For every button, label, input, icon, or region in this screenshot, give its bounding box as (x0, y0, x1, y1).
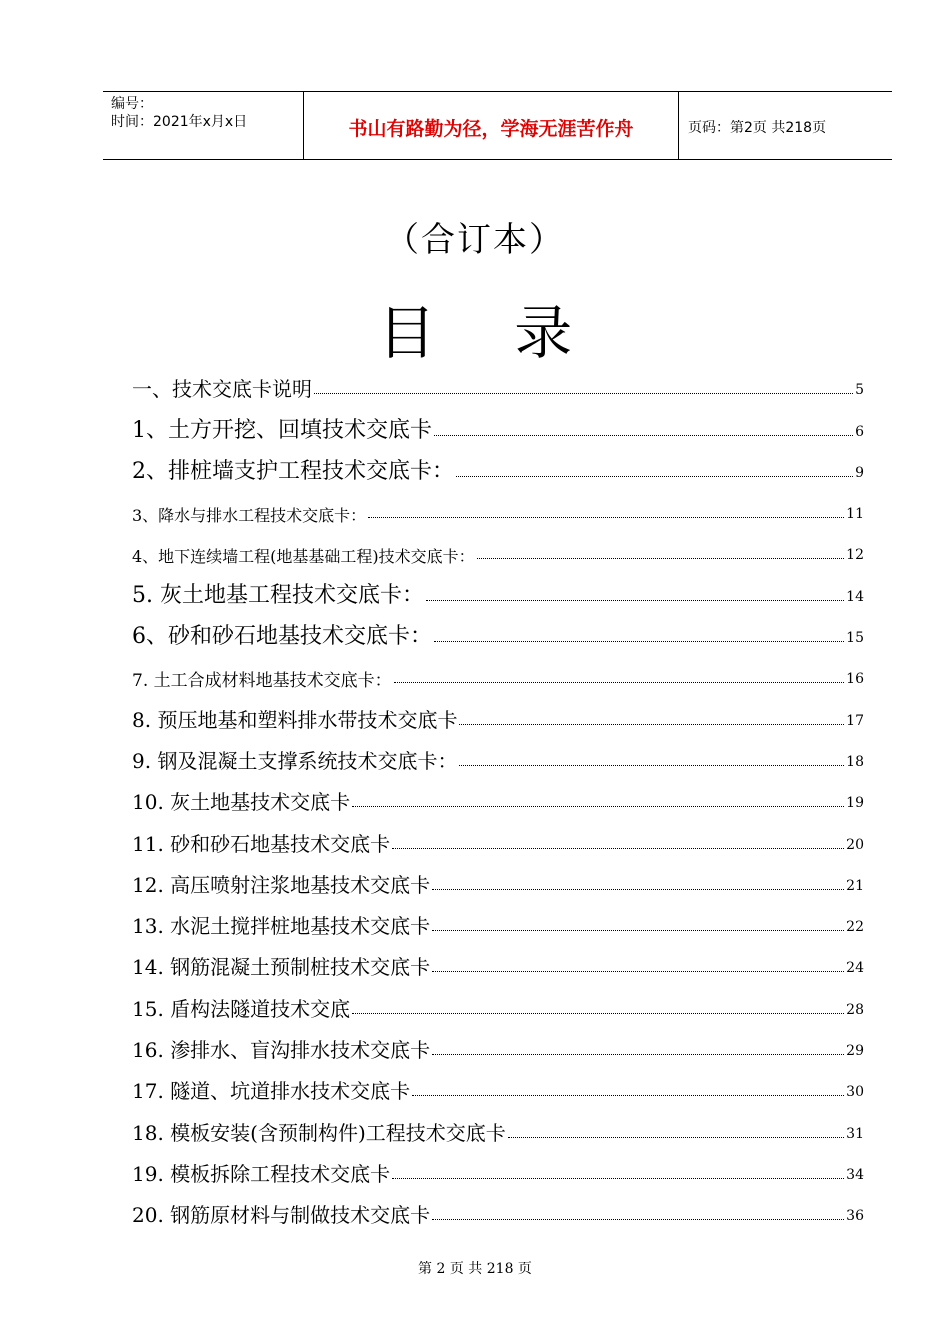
document-subtitle: （合订本） (385, 220, 565, 260)
toc-entry-page: 24 (846, 960, 864, 977)
toc-entry[interactable] (132, 815, 864, 856)
toc-entry-page: 9 (855, 464, 864, 481)
toc-entry[interactable] (132, 402, 864, 443)
toc-entry[interactable] (132, 526, 864, 567)
toc-leader (432, 971, 844, 972)
toc-entry[interactable] (132, 733, 864, 774)
toc-entry-label: 5. 灰土地基工程技术交底卡： (132, 582, 424, 608)
toc-entry-label: 3、降水与排水工程技术交底卡： (132, 506, 367, 526)
date-label: 时间：2021年x月x日 (111, 114, 248, 130)
toc-entry[interactable] (132, 567, 864, 608)
header-page-cell (678, 92, 892, 159)
toc-entry-page: 11 (846, 506, 864, 523)
toc-entry-page: 28 (846, 1001, 864, 1018)
toc-entry-label: 12. 高压喷射注浆地基技术交底卡 (132, 872, 431, 897)
toc-entry[interactable] (132, 691, 864, 732)
toc-entry-label: 19. 模板拆除工程技术交底卡 (132, 1161, 391, 1186)
toc-entry-page: 6 (855, 423, 864, 440)
toc-entry-page: 34 (846, 1166, 864, 1183)
toc-leader (392, 848, 844, 849)
toc-entry-label: 13. 水泥土搅拌桩地基技术交底卡 (132, 914, 431, 939)
toc-entry-label: 7. 土工合成材料地基技术交底卡： (132, 671, 392, 692)
toc-leader (352, 1013, 844, 1014)
header-meta-cell (103, 92, 303, 159)
number-label: 编号： (111, 96, 153, 112)
toc-entry-page: 30 (846, 1084, 864, 1101)
toc-leader (368, 517, 844, 518)
toc-entry[interactable] (132, 774, 864, 815)
toc-entry-label: 10. 灰土地基技术交底卡 (132, 790, 351, 815)
toc-entry-page: 17 (846, 712, 864, 729)
toc-entry-label: 17. 隧道、坑道排水技术交底卡 (132, 1079, 411, 1104)
toc-entry[interactable] (132, 1022, 864, 1063)
toc-leader (432, 1219, 844, 1220)
toc-leader (459, 724, 844, 725)
toc-entry[interactable] (132, 444, 864, 485)
toc-leader (434, 435, 853, 436)
toc-leader (394, 682, 845, 683)
header-motto-cell (303, 92, 679, 159)
toc-entry-page: 16 (846, 671, 864, 688)
toc-leader (412, 1095, 844, 1096)
motto-text: 书山有路勤为径，学海无涯苦作舟 (348, 118, 634, 140)
toc-entry[interactable] (132, 898, 864, 939)
toc-leader (432, 889, 844, 890)
toc-entry[interactable] (132, 650, 864, 691)
toc-entry[interactable] (132, 361, 864, 402)
toc-entry-page: 22 (846, 919, 864, 936)
toc-entry-label: 15. 盾构法隧道技术交底 (132, 996, 351, 1021)
toc-entry-label: 16. 渗排水、盲沟排水技术交底卡 (132, 1038, 431, 1063)
toc-entry-page: 36 (846, 1208, 864, 1225)
toc-entry[interactable] (132, 1063, 864, 1104)
toc-entry-label: 一、技术交底卡说明 (132, 377, 312, 402)
toc-entry-label: 18. 模板安装(含预制构件)工程技术交底卡 (132, 1120, 506, 1145)
toc-leader (314, 393, 853, 394)
toc-entry-label: 6、砂和砂石地基技术交底卡： (132, 624, 432, 650)
toc-entry-page: 21 (846, 877, 864, 894)
toc-entry[interactable] (132, 857, 864, 898)
toc-leader (426, 600, 844, 601)
toc-entry-label: 14. 钢筋混凝土预制桩技术交底卡 (132, 955, 431, 980)
toc-leader (456, 476, 853, 477)
toc-entry[interactable] (132, 1146, 864, 1187)
toc-entry-label: 1、土方开挖、回填技术交底卡 (132, 417, 432, 443)
toc-entry[interactable] (132, 485, 864, 526)
toc-entry-page: 12 (846, 547, 864, 564)
toc-entry-label: 8. 预压地基和塑料排水带技术交底卡 (132, 707, 458, 732)
toc-entry-page: 19 (846, 795, 864, 812)
toc-leader (432, 1054, 844, 1055)
toc-entry-label: 20. 钢筋原材料与制做技术交底卡 (132, 1203, 431, 1228)
table-of-contents (132, 361, 864, 1228)
toc-leader (392, 1178, 844, 1179)
toc-leader (508, 1137, 844, 1138)
toc-entry[interactable] (132, 1104, 864, 1145)
toc-entry-page: 20 (846, 836, 864, 853)
toc-entry[interactable] (132, 1187, 864, 1228)
page-header (103, 91, 892, 160)
toc-entry-label: 11. 砂和砂石地基技术交底卡 (132, 831, 391, 856)
toc-entry[interactable] (132, 939, 864, 980)
toc-entry-label: 4、地下连续墙工程(地基基础工程)技术交底卡： (132, 547, 475, 567)
toc-leader (434, 641, 844, 642)
toc-entry-page: 31 (846, 1125, 864, 1142)
toc-entry-page: 14 (846, 588, 864, 605)
toc-entry-page: 5 (855, 382, 864, 399)
toc-entry-page: 29 (846, 1043, 864, 1060)
toc-entry-page: 15 (846, 630, 864, 647)
toc-leader (477, 558, 845, 559)
toc-entry[interactable] (132, 980, 864, 1021)
toc-leader (459, 765, 844, 766)
toc-entry-label: 2、排桩墙支护工程技术交底卡： (132, 458, 454, 484)
toc-entry-label: 9. 钢及混凝土支撑系统技术交底卡： (132, 748, 458, 773)
page-footer: 第 2 页 共 218 页 (418, 1261, 532, 1277)
document-title: 目 录 (377, 299, 573, 367)
toc-entry-page: 18 (846, 753, 864, 770)
toc-leader (432, 930, 844, 931)
toc-leader (352, 806, 844, 807)
toc-entry[interactable] (132, 609, 864, 650)
page-info: 页码：第2页 共218页 (688, 120, 827, 136)
